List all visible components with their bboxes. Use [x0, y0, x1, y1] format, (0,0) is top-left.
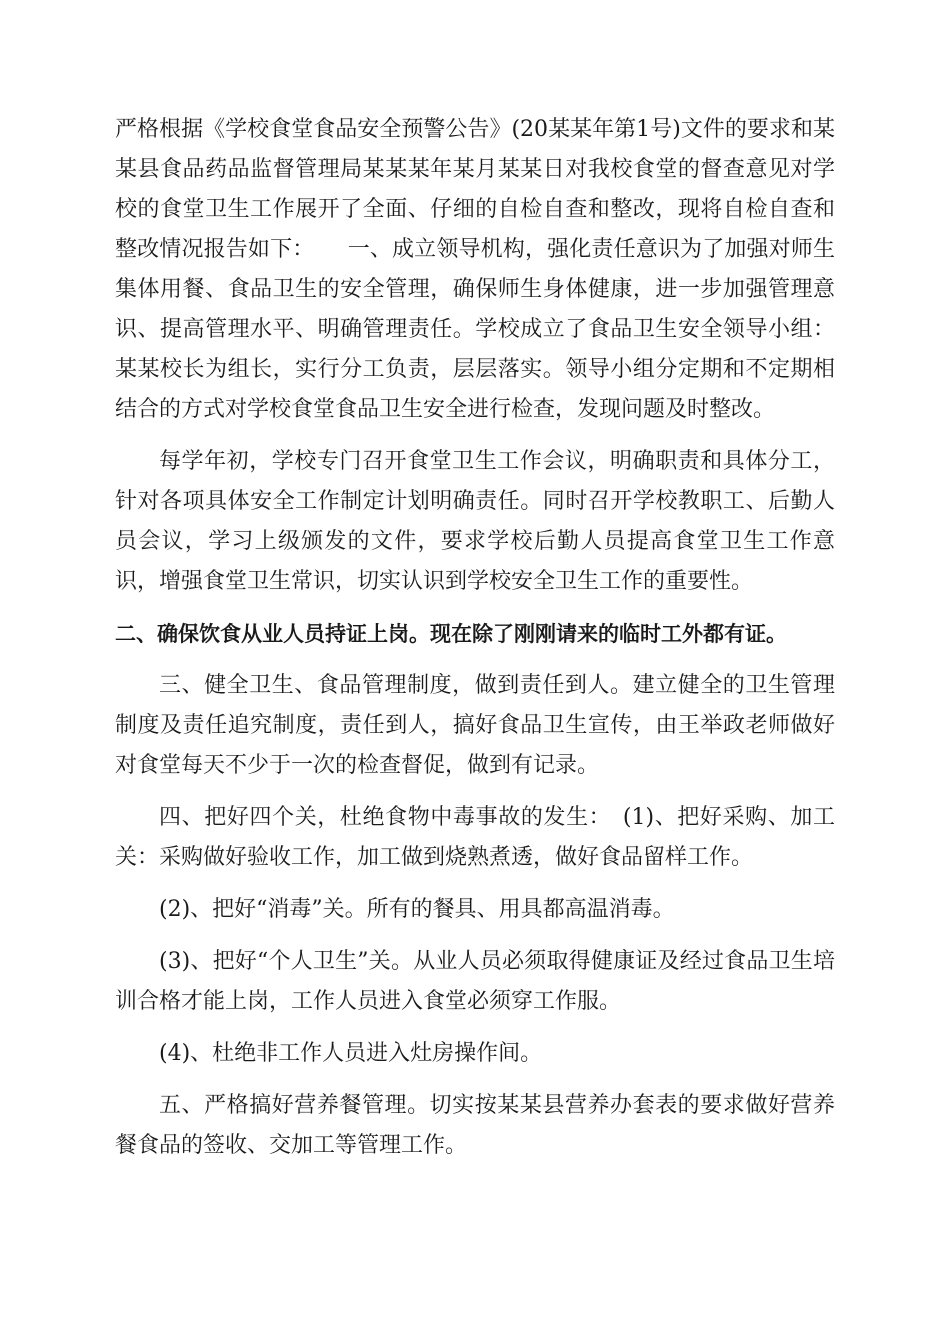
paragraph-9: 五、严格搞好营养餐管理。切实按某某县营养办套表的要求做好营养餐食品的签收、交加工等管理工作。	[115, 1093, 835, 1158]
paragraph-1: 严格根据《学校食堂食品安全预警公告》(20某某年第1号)文件的要求和某某县食品药品监督管理局某某某年某月某某日对我校食堂的督查意见对学校的食堂卫生工作展开了全面、仔细的自检自查和整改，现将自检自查和整改情况报告如下： 一、成立领导机构，强化责任意识为了加强对师生集体用餐、食品卫生的安全管理，确保师生身体健康，进一步加强管理意识、提高管理水平、明确管理责任。学校成立了食品卫生安全领导小组：某某校长为组长，实行分工负责，层层落实。领导小组分定期和不定期相结合的方式对学校食堂食品卫生安全进行检查，发现问题及时整改。	[115, 117, 835, 422]
document-body	[115, 110, 835, 1166]
paragraph-4: 三、健全卫生、食品管理制度，做到责任到人。建立健全的卫生管理制度及责任追究制度，责任到人，搞好食品卫生宣传，由王举政老师做好对食堂每天不少于一次的检查督促，做到有记录。	[115, 673, 835, 778]
paragraph-3-heading: 二、确保饮食从业人员持证上岗。现在除了刚刚请来的临时工外都有证。	[115, 622, 787, 646]
paragraph-8: (4)、杜绝非工作人员进入灶房操作间。	[159, 1041, 543, 1066]
paragraph-5: 四、把好四个关，杜绝食物中毒事故的发生： (1)、把好采购、加工关：采购做好验收工作，加工做到烧熟煮透，做好食品留样工作。	[115, 805, 835, 870]
paragraph-2: 每学年初，学校专门召开食堂卫生工作会议，明确职责和具体分工，针对各项具体安全工作制定计划明确责任。同时召开学校教职工、后勤人员会议，学习上级颁发的文件，要求学校后勤人员提高食堂卫生工作意识，增强食堂卫生常识，切实认识到学校安全卫生工作的重要性。	[115, 449, 835, 594]
paragraph-7: (3)、把好“个人卫生”关。从业人员必须取得健康证及经过食品卫生培训合格才能上岗，工作人员进入食堂必须穿工作服。	[115, 949, 835, 1014]
paragraph-6: (2)、把好“消毒”关。所有的餐具、用具都高温消毒。	[159, 897, 675, 922]
